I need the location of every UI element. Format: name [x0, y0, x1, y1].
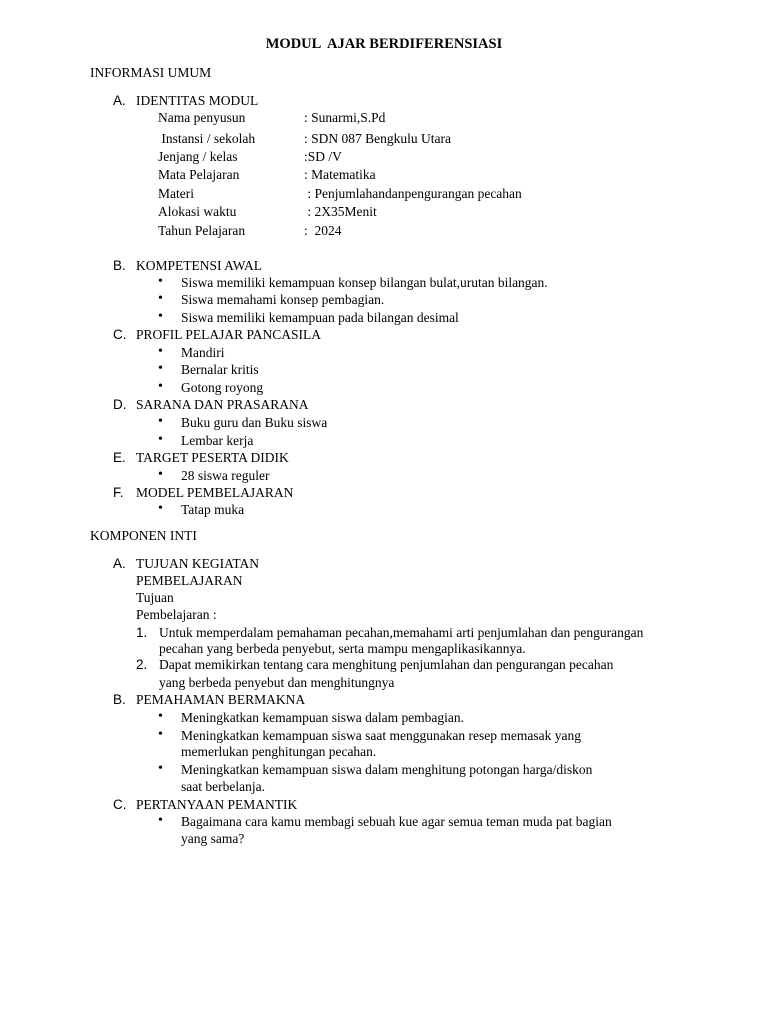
subsection-heading-tujuan-line2: PEMBELAJARAN [136, 573, 243, 588]
identity-label: Tahun Pelajaran [158, 223, 246, 238]
bullet-dot-icon: • [158, 501, 163, 516]
list-letter: A. [113, 556, 126, 571]
bullet-dot-icon: • [158, 344, 163, 359]
subsection-heading-pertanyaan: PERTANYAAN PEMANTIK [136, 797, 298, 812]
bullet-dot-icon: • [158, 813, 163, 828]
list-item-continuation: yang berbeda penyebut dan menghitungnya [159, 675, 395, 690]
identity-value: : Matematika [304, 167, 376, 182]
bullet-dot-icon: • [158, 414, 163, 429]
identity-value: : 2X35Menit [304, 204, 377, 219]
list-item: Bagaimana cara kamu membagi sebuah kue agar semua teman muda pat bagian [181, 814, 612, 829]
list-number: 2. [136, 657, 148, 672]
section-heading-komponen-inti: KOMPONEN INTI [90, 528, 197, 543]
bullet-dot-icon: • [158, 432, 163, 447]
bullet-dot-icon: • [158, 467, 163, 482]
list-item-continuation: memerlukan penghitungan pecahan. [181, 744, 377, 759]
list-item: Bernalar kritis [181, 362, 259, 377]
bullet-dot-icon: • [158, 761, 163, 776]
subsection-heading-sarana: SARANA DAN PRASARANA [136, 397, 309, 412]
list-item: Untuk memperdalam pemahaman pecahan,memahami arti penjumlahan dan pengurangan [159, 625, 644, 640]
subsection-heading-tujuan: TUJUAN KEGIATAN [136, 556, 260, 571]
bullet-dot-icon: • [158, 309, 163, 324]
list-item: Lembar kerja [181, 433, 254, 448]
list-letter: C. [113, 327, 127, 342]
subsection-heading-profil-pelajar: PROFIL PELAJAR PANCASILA [136, 327, 322, 342]
list-letter: C. [113, 797, 127, 812]
section-heading-informasi-umum: INFORMASI UMUM [90, 65, 212, 80]
bullet-dot-icon: • [158, 379, 163, 394]
identity-label: Materi [158, 186, 194, 201]
list-number: 1. [136, 625, 148, 640]
list-item: Mandiri [181, 345, 225, 360]
subsection-heading-pemahaman: PEMAHAMAN BERMAKNA [136, 692, 306, 707]
subsection-heading-target: TARGET PESERTA DIDIK [136, 450, 289, 465]
list-letter: D. [113, 397, 127, 412]
list-item: Buku guru dan Buku siswa [181, 415, 328, 430]
identity-label: Nama penyusun [158, 110, 246, 125]
bullet-dot-icon: • [158, 274, 163, 289]
bullet-dot-icon: • [158, 709, 163, 724]
list-letter: A. [113, 93, 126, 108]
list-item-continuation: pecahan yang berbeda penyebut, serta mampu mengaplikasikannya. [159, 641, 526, 656]
list-letter: E. [113, 450, 126, 465]
subheading-pembelajaran: Pembelajaran : [136, 607, 217, 622]
list-item-continuation: yang sama? [181, 831, 245, 846]
list-item: Siswa memahami konsep pembagian. [181, 292, 385, 307]
list-item-continuation: saat berbelanja. [181, 779, 265, 794]
identity-value: : 2024 [304, 223, 342, 238]
subsection-heading-model: MODEL PEMBELAJARAN [136, 485, 294, 500]
list-item: Tatap muka [181, 502, 245, 517]
list-letter: B. [113, 258, 126, 273]
list-item: Siswa memiliki kemampuan pada bilangan desimal [181, 310, 459, 325]
identity-label: Mata Pelajaran [158, 167, 240, 182]
bullet-dot-icon: • [158, 291, 163, 306]
bullet-dot-icon: • [158, 727, 163, 742]
identity-label: Alokasi waktu [158, 204, 237, 219]
list-item: Dapat memikirkan tentang cara menghitung penjumlahan dan pengurangan pecahan [159, 657, 614, 672]
list-letter: B. [113, 692, 126, 707]
subsection-heading-identitas-modul: IDENTITAS MODUL [136, 93, 259, 108]
subheading-tujuan: Tujuan [136, 590, 174, 605]
identity-label: Instansi / sekolah [158, 131, 256, 146]
page-title: MODUL AJAR BERDIFERENSIASI [265, 36, 503, 52]
list-item: Siswa memiliki kemampuan konsep bilangan bulat,urutan bilangan. [181, 275, 548, 290]
list-item: Meningkatkan kemampuan siswa saat menggunakan resep memasak yang [181, 728, 582, 743]
identity-value: : Penjumlahandanpengurangan pecahan [304, 186, 522, 201]
subsection-heading-kompetensi-awal: KOMPETENSI AWAL [136, 258, 263, 273]
list-item: 28 siswa reguler [181, 468, 270, 483]
list-item: Meningkatkan kemampuan siswa dalam pembagian. [181, 710, 465, 725]
identity-value: :SD /V [304, 149, 342, 164]
identity-label: Jenjang / kelas [158, 149, 238, 164]
identity-value: : Sunarmi,S.Pd [304, 110, 386, 125]
bullet-dot-icon: • [158, 361, 163, 376]
list-item: Gotong royong [181, 380, 264, 395]
identity-value: : SDN 087 Bengkulu Utara [304, 131, 451, 146]
list-letter: F. [113, 485, 124, 500]
list-item: Meningkatkan kemampuan siswa dalam menghitung potongan harga/diskon [181, 762, 593, 777]
